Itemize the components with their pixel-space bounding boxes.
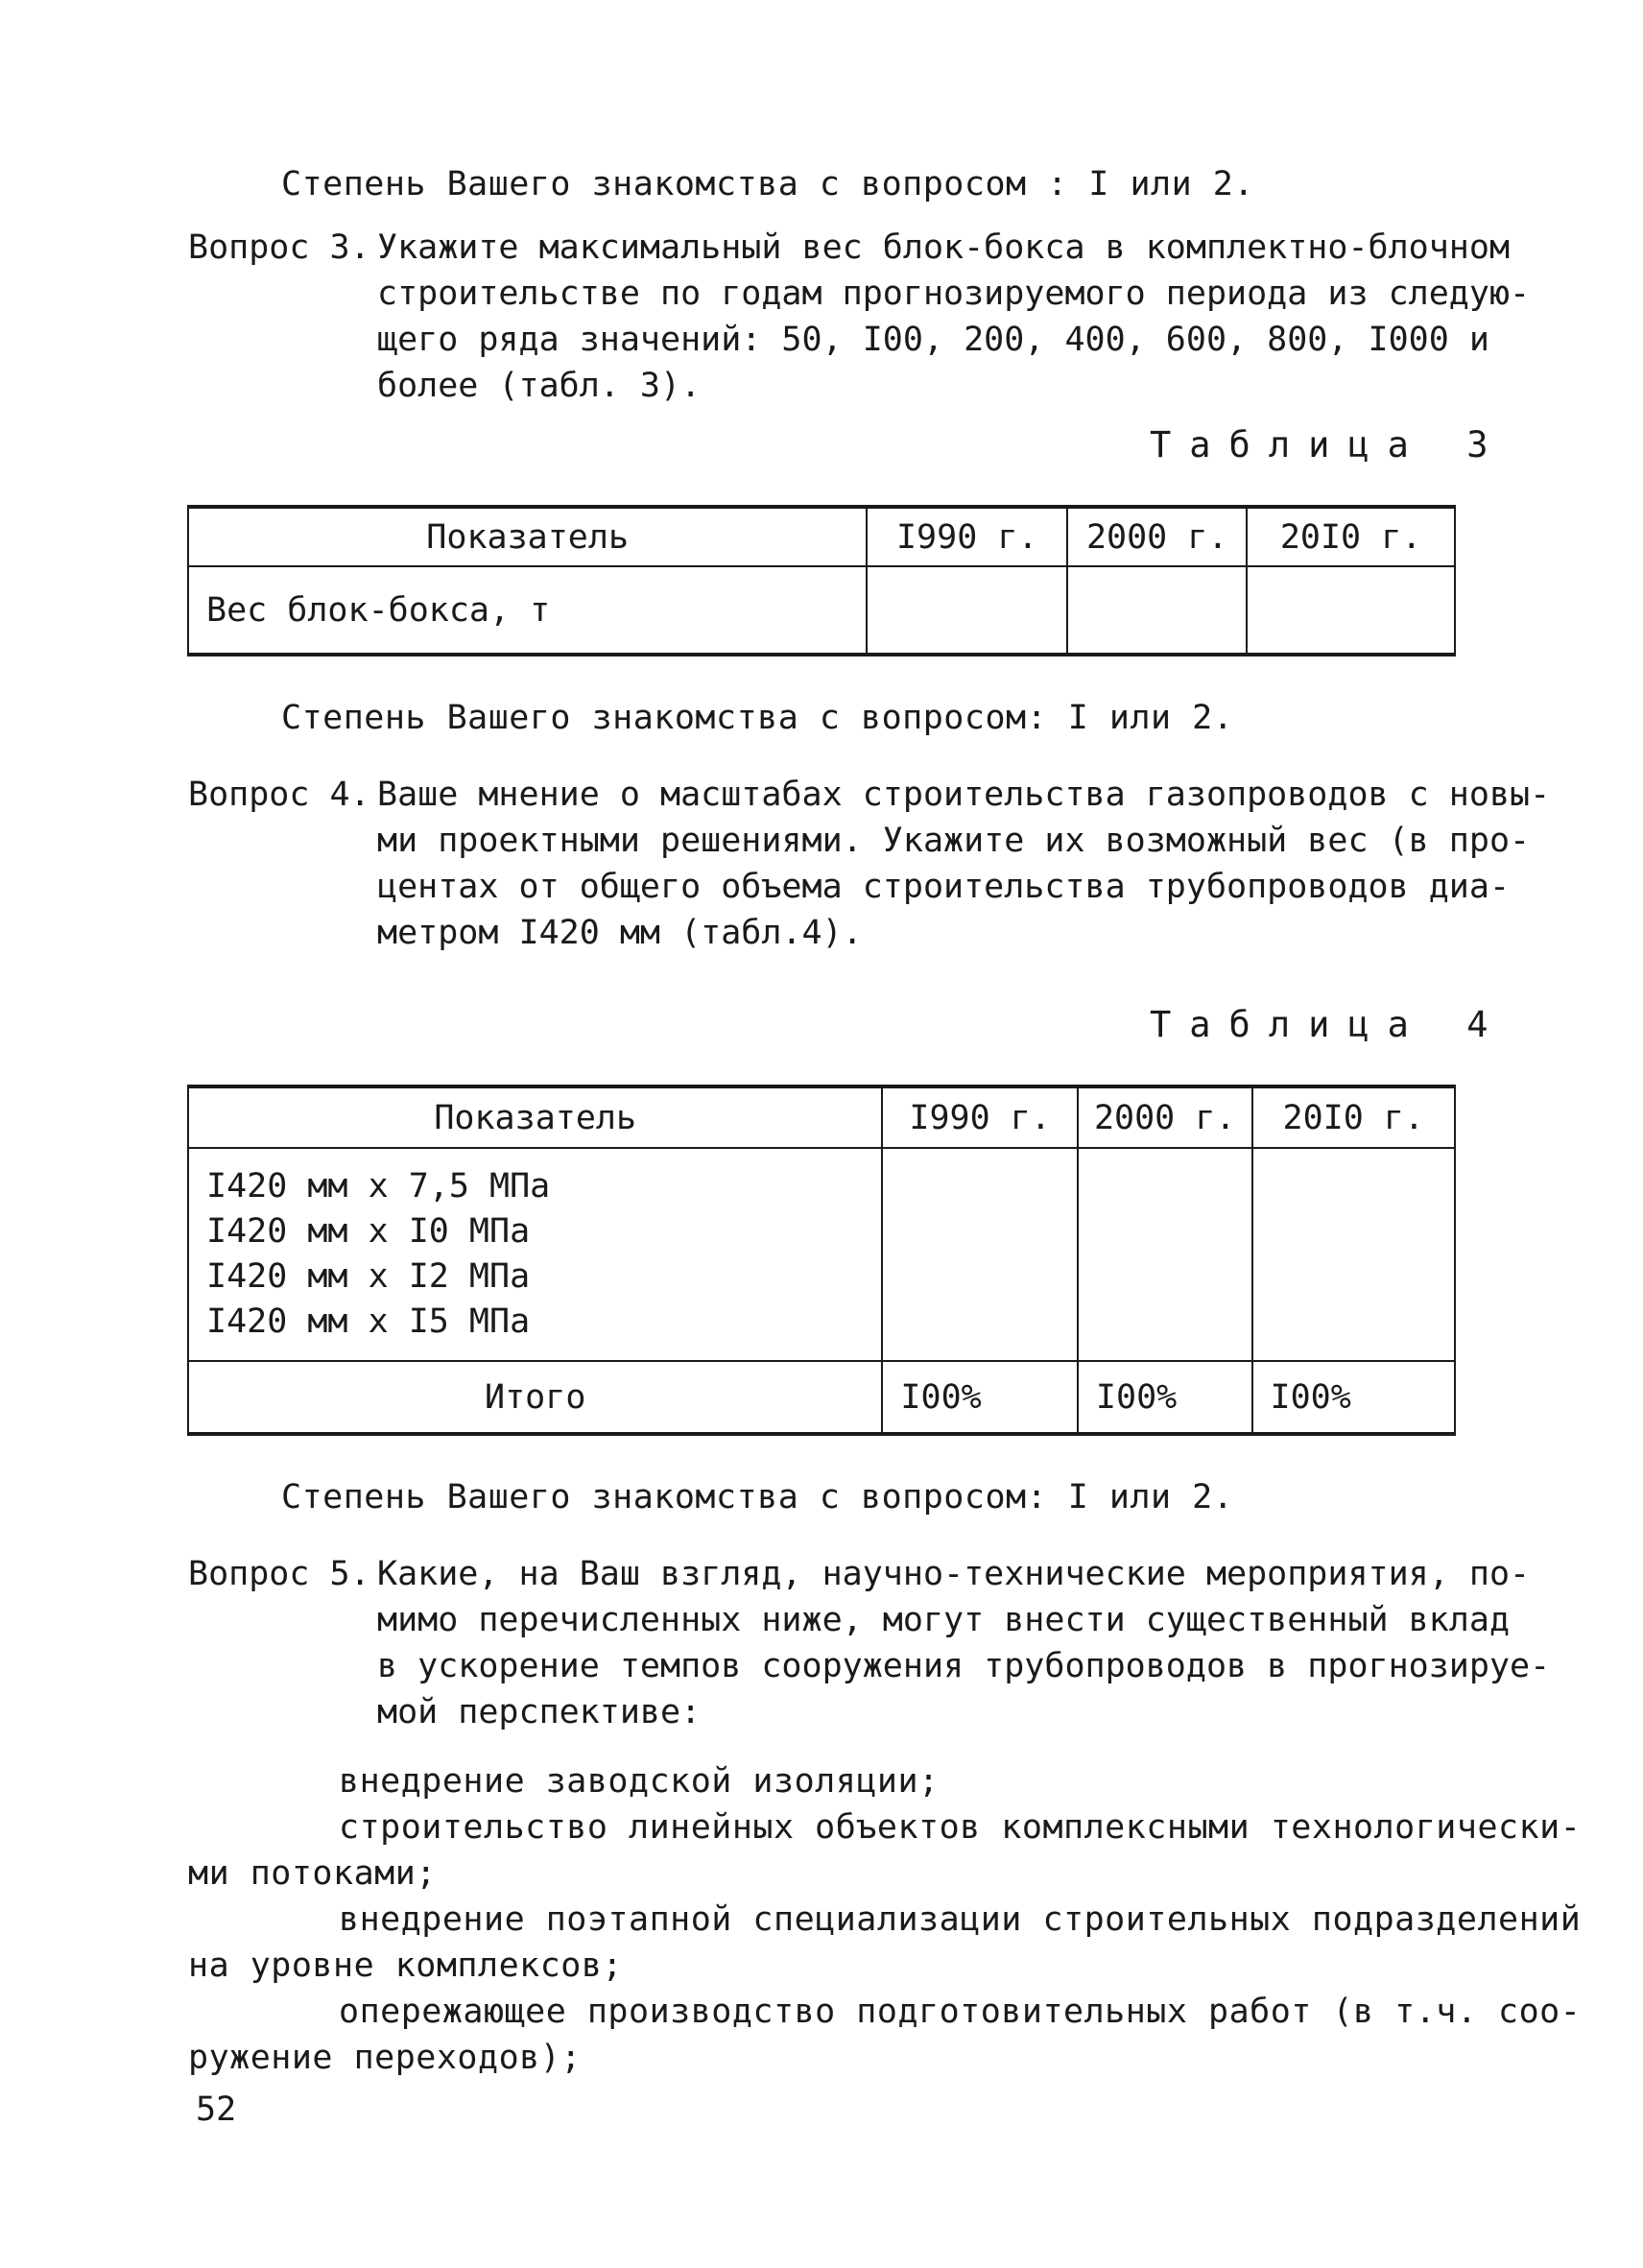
question3-line: строительстве по годам прогнозируемого периода из следую- <box>377 275 1531 313</box>
table3-row-label: Вес блок-бокса, т <box>188 566 867 655</box>
question4-label: Вопрос 4. <box>188 776 370 814</box>
table3-header-1990: I990 г. <box>867 507 1067 566</box>
table4-cell-2010 <box>1252 1148 1455 1361</box>
table4-header-row <box>188 1086 1455 1148</box>
measure-item-continuation: на уровне комплексов; <box>188 1946 624 1985</box>
page-number: 52 <box>196 2090 237 2129</box>
table3-cell-2000 <box>1067 566 1247 655</box>
question4-line: метром I420 мм (табл.4). <box>377 914 863 952</box>
familiarity-line-q3: Степень Вашего знакомства с вопросом: I или 2. <box>281 699 1234 737</box>
table4 <box>187 1085 1456 1436</box>
table4-row-label: I420 мм х I0 МПа <box>206 1212 531 1251</box>
question3-label: Вопрос 3. <box>188 228 370 267</box>
table4-total-label: Итого <box>188 1361 882 1434</box>
table4-caption: Таблица 4 <box>1150 1004 1507 1045</box>
question5-text <box>377 1551 1550 1735</box>
table4-header-2010: 20I0 г. <box>1252 1086 1455 1148</box>
question5-line: в ускорение темпов сооружения трубопроводов в прогнозируе- <box>377 1647 1551 1685</box>
question3-line: Укажите максимальный вес блок-бокса в комплектно-блочном <box>377 228 1511 267</box>
table4-total-2010: I00% <box>1252 1361 1455 1434</box>
table4-total-1990: I00% <box>882 1361 1078 1434</box>
table4-cell-2000 <box>1078 1148 1252 1361</box>
question4-line: центах от общего объема строительства трубопроводов диа- <box>377 868 1511 906</box>
table4-header-2000: 2000 г. <box>1078 1086 1252 1148</box>
table4-row-label: I420 мм х 7,5 МПа <box>206 1167 551 1206</box>
table3-cell-2010 <box>1247 566 1455 655</box>
table3 <box>187 505 1456 657</box>
table3-caption: Таблица 3 <box>1150 424 1507 466</box>
table3-header-2010: 20I0 г. <box>1247 507 1455 566</box>
table4-cell-1990 <box>882 1148 1078 1361</box>
question5-line: мой перспективе: <box>377 1693 702 1731</box>
table4-header-1990: I990 г. <box>882 1086 1078 1148</box>
question4-text <box>377 772 1550 956</box>
measure-item: внедрение заводской изоляции; <box>339 1762 940 1801</box>
question5-line: Какие, на Ваш взгляд, научно-технические мероприятия, по- <box>377 1555 1531 1593</box>
table3-cell-1990 <box>867 566 1067 655</box>
question5-line: мимо перечисленных ниже, могут внести существенный вклад <box>377 1601 1511 1639</box>
question4-line: Ваше мнение о масштабах строительства газопроводов с новы- <box>377 776 1551 814</box>
table3-header-indicator: Показатель <box>188 507 867 566</box>
measure-item: строительство линейных объектов комплексными технологически- <box>339 1808 1582 1847</box>
table4-pressure-list <box>188 1148 882 1361</box>
table3-header-2000: 2000 г. <box>1067 507 1247 566</box>
table-row <box>188 566 1455 655</box>
table4-row-label: I420 мм х I2 МПа <box>206 1257 531 1296</box>
measure-item: внедрение поэтапной специализации строительных подразделений <box>339 1900 1582 1939</box>
table4-row-label: I420 мм х I5 МПа <box>206 1302 531 1341</box>
table4-header-indicator: Показатель <box>188 1086 882 1148</box>
question3-text <box>377 225 1530 409</box>
measure-item-continuation: ружение переходов); <box>188 2039 582 2077</box>
familiarity-line-q4: Степень Вашего знакомства с вопросом: I или 2. <box>281 1478 1234 1516</box>
question3-line: более (табл. 3). <box>377 367 702 405</box>
table-row <box>188 1148 1455 1361</box>
question3-line: щего ряда значений: 50, I00, 200, 400, 600, 800, I000 и <box>377 321 1489 359</box>
table3-header-row <box>188 507 1455 566</box>
measure-item: опережающее производство подготовительных работ (в т.ч. соо- <box>339 1993 1582 2031</box>
table4-total-row <box>188 1361 1455 1434</box>
familiarity-line-q2: Степень Вашего знакомства с вопросом : I или 2. <box>281 165 1254 203</box>
question4-line: ми проектными решениями. Укажите их возможный вес (в про- <box>377 822 1531 860</box>
table4-total-2000: I00% <box>1078 1361 1252 1434</box>
question5-label: Вопрос 5. <box>188 1555 370 1593</box>
measure-item-continuation: ми потоками; <box>188 1854 437 1893</box>
